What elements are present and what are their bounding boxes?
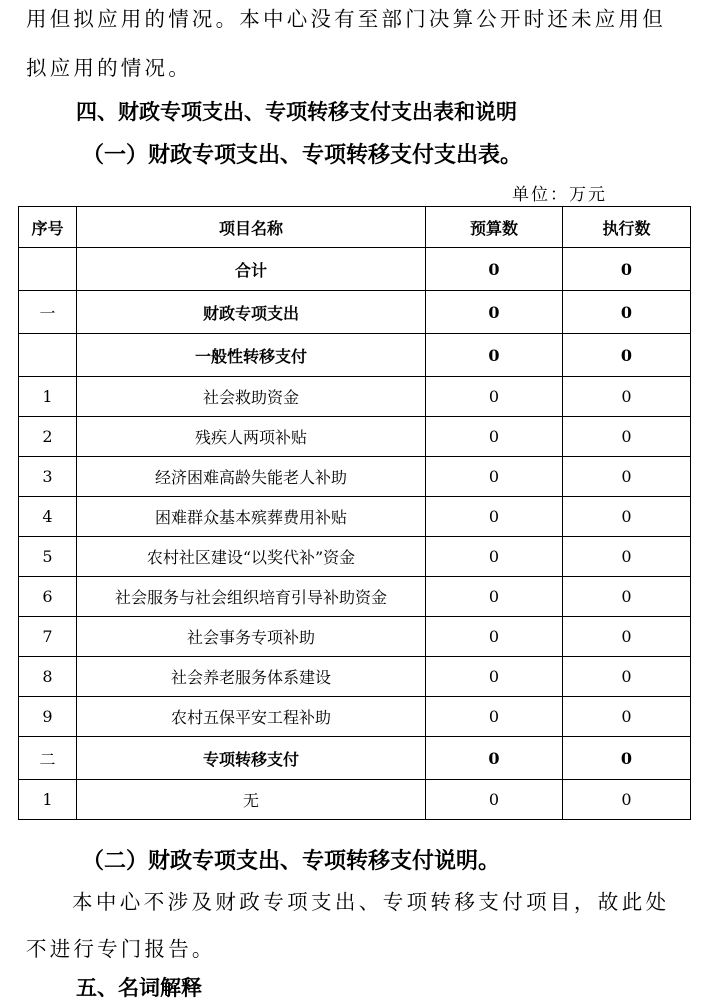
cell-name: 社会服务与社会组织培育引导补助资金	[77, 577, 426, 617]
cell-seq: 5	[19, 537, 77, 577]
cell-seq	[19, 248, 77, 291]
cell-budget: 0	[426, 377, 563, 417]
table-row	[19, 737, 691, 780]
cell-name: 财政专项支出	[77, 291, 426, 334]
intro-line-2: 拟应用的情况。	[26, 56, 192, 80]
table-row	[19, 291, 691, 334]
cell-seq: 3	[19, 457, 77, 497]
cell-seq: 8	[19, 657, 77, 697]
cell-name: 社会事务专项补助	[77, 617, 426, 657]
cell-budget: 0	[426, 457, 563, 497]
cell-actual: 0	[563, 417, 691, 457]
header-name: 项目名称	[77, 207, 426, 248]
intro-line-1: 用但拟应用的情况。本中心没有至部门决算公开时还未应用但	[26, 7, 666, 31]
section5-title: 五、名词解释	[76, 976, 202, 1000]
cell-budget: 0	[426, 780, 563, 820]
cell-actual: 0	[563, 780, 691, 820]
cell-actual: 0	[563, 377, 691, 417]
cell-budget: 0	[426, 577, 563, 617]
cell-actual: 0	[563, 291, 691, 334]
header-seq: 序号	[19, 207, 77, 248]
table-row	[19, 497, 691, 537]
table-row	[19, 657, 691, 697]
table-body	[19, 248, 691, 820]
table-row	[19, 417, 691, 457]
cell-actual: 0	[563, 334, 691, 377]
cell-seq: 1	[19, 780, 77, 820]
cell-actual: 0	[563, 577, 691, 617]
header-budget: 预算数	[426, 207, 563, 248]
cell-name: 社会救助资金	[77, 377, 426, 417]
cell-budget: 0	[426, 537, 563, 577]
cell-actual: 0	[563, 737, 691, 780]
cell-actual: 0	[563, 248, 691, 291]
cell-budget: 0	[426, 737, 563, 780]
cell-budget: 0	[426, 248, 563, 291]
cell-name: 农村社区建设“以奖代补”资金	[77, 537, 426, 577]
cell-actual: 0	[563, 617, 691, 657]
cell-seq: 6	[19, 577, 77, 617]
cell-seq: 2	[19, 417, 77, 457]
cell-actual: 0	[563, 537, 691, 577]
table-row	[19, 248, 691, 291]
cell-budget: 0	[426, 497, 563, 537]
cell-budget: 0	[426, 417, 563, 457]
cell-name: 无	[77, 780, 426, 820]
cell-seq: 1	[19, 377, 77, 417]
cell-name: 残疾人两项补贴	[77, 417, 426, 457]
cell-seq	[19, 334, 77, 377]
sub2-title: （二）财政专项支出、专项转移支付说明。	[82, 849, 501, 874]
table-row	[19, 377, 691, 417]
cell-budget: 0	[426, 617, 563, 657]
cell-actual: 0	[563, 457, 691, 497]
table-row	[19, 780, 691, 820]
cell-budget: 0	[426, 291, 563, 334]
section4-title: 四、财政专项支出、专项转移支付支出表和说明	[76, 100, 517, 124]
unit-label: 单位：万元	[512, 185, 607, 205]
cell-actual: 0	[563, 697, 691, 737]
cell-name: 困难群众基本殡葬费用补贴	[77, 497, 426, 537]
cell-budget: 0	[426, 697, 563, 737]
cell-budget: 0	[426, 657, 563, 697]
table-row	[19, 617, 691, 657]
table-header-row	[19, 207, 691, 248]
table-row	[19, 697, 691, 737]
special-expenditure-table	[18, 206, 691, 820]
cell-budget: 0	[426, 334, 563, 377]
header-actual: 执行数	[563, 207, 691, 248]
cell-seq: 7	[19, 617, 77, 657]
sub2-line-2: 不进行专门报告。	[26, 937, 216, 961]
table-row	[19, 537, 691, 577]
cell-name: 专项转移支付	[77, 737, 426, 780]
cell-name: 农村五保平安工程补助	[77, 697, 426, 737]
table-row	[19, 334, 691, 377]
cell-seq: 一	[19, 291, 77, 334]
table-row	[19, 577, 691, 617]
sub1-title: （一）财政专项支出、专项转移支付支出表。	[82, 143, 523, 168]
sub2-line-1: 本中心不涉及财政专项支出、专项转移支付项目，故此处	[72, 890, 670, 914]
cell-actual: 0	[563, 657, 691, 697]
cell-seq: 二	[19, 737, 77, 780]
cell-name: 一般性转移支付	[77, 334, 426, 377]
cell-seq: 4	[19, 497, 77, 537]
table-row	[19, 457, 691, 497]
cell-name: 社会养老服务体系建设	[77, 657, 426, 697]
cell-actual: 0	[563, 497, 691, 537]
cell-seq: 9	[19, 697, 77, 737]
cell-name: 合计	[77, 248, 426, 291]
cell-name: 经济困难高龄失能老人补助	[77, 457, 426, 497]
